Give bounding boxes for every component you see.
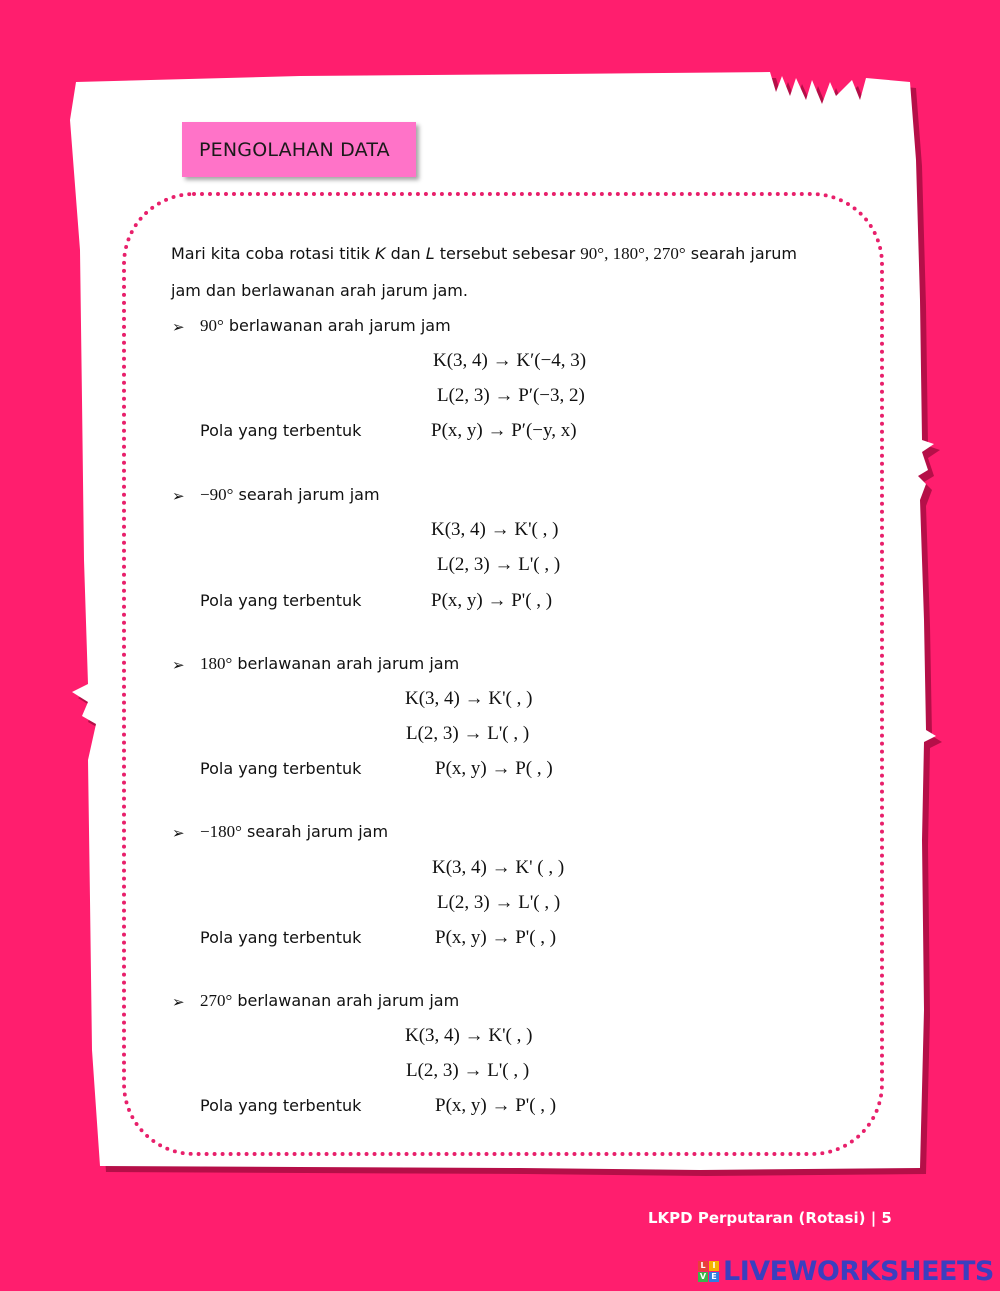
- bullet-arrow-icon: ➢: [172, 993, 185, 1011]
- bullet-arrow-icon: ➢: [172, 318, 185, 336]
- liveworksheets-logo[interactable]: [698, 1256, 994, 1286]
- p-mapping: P(x, y) → P'( , ): [435, 927, 557, 948]
- l-mapping: L(2, 3) → L'( , ): [406, 723, 530, 744]
- p-mapping: P(x, y) → P'( , ): [435, 1095, 557, 1116]
- section-heading: −180° searah jarum jam: [200, 822, 389, 841]
- bullet-arrow-icon: ➢: [172, 487, 185, 505]
- section-heading: 270° berlawanan arah jarum jam: [200, 991, 460, 1010]
- p-mapping: P(x, y) → P'( , ): [431, 590, 553, 611]
- k-mapping: K(3, 4) → K'( , ): [405, 688, 533, 709]
- k-mapping: K(3, 4) → K'( , ): [431, 519, 559, 540]
- pattern-label: Pola yang terbentuk: [200, 591, 362, 610]
- section-heading: 90° berlawanan arah jarum jam: [200, 316, 451, 335]
- pattern-label: Pola yang terbentuk: [200, 928, 362, 947]
- page-footer: LKPD Perputaran (Rotasi) | 5: [648, 1209, 892, 1227]
- l-mapping: L(2, 3) → L'( , ): [406, 1060, 530, 1081]
- l-mapping: L(2, 3) → P′(−3, 2): [437, 385, 585, 406]
- p-mapping: P(x, y) → P( , ): [435, 758, 553, 779]
- pattern-label: Pola yang terbentuk: [200, 1096, 362, 1115]
- k-mapping: K(3, 4) → K' ( , ): [432, 857, 565, 878]
- k-mapping: K(3, 4) → K'( , ): [405, 1025, 533, 1046]
- l-mapping: L(2, 3) → L'( , ): [437, 892, 561, 913]
- bullet-arrow-icon: ➢: [172, 824, 185, 842]
- dotted-content-frame: [122, 192, 884, 1156]
- brand-name: LIVEWORKSHEETS: [723, 1255, 994, 1287]
- pattern-label: Pola yang terbentuk: [200, 421, 362, 440]
- pattern-label: Pola yang terbentuk: [200, 759, 362, 778]
- section-title: PENGOLAHAN DATA: [199, 138, 390, 161]
- section-title-box: [182, 122, 416, 177]
- l-mapping: L(2, 3) → L'( , ): [437, 554, 561, 575]
- intro-line-1: Mari kita coba rotasi titik K dan L tersebut sebesar 90°, 180°, 270° searah jarum: [171, 244, 797, 263]
- liveworksheets-icon: L I V E: [698, 1261, 719, 1282]
- k-mapping: K(3, 4) → K′(−4, 3): [433, 350, 587, 371]
- section-heading: 180° berlawanan arah jarum jam: [200, 654, 460, 673]
- section-heading: −90° searah jarum jam: [200, 485, 380, 504]
- intro-line-2: jam dan berlawanan arah jarum jam.: [171, 281, 468, 300]
- p-mapping: P(x, y) → P′(−y, x): [431, 420, 577, 441]
- bullet-arrow-icon: ➢: [172, 656, 185, 674]
